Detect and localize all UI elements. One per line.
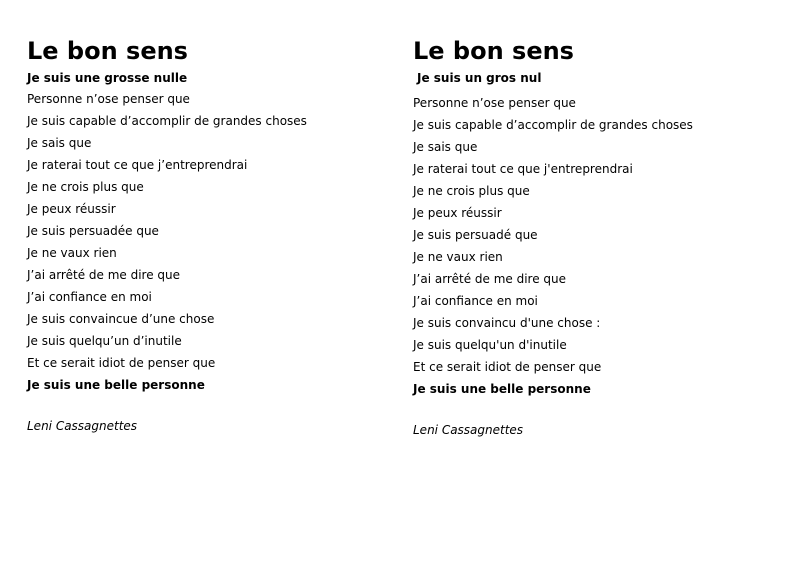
poem-subtitle: Je suis un gros nul [417, 71, 542, 85]
poem-line: Et ce serait idiot de penser que [27, 356, 216, 370]
poem-line: Je peux réussir [413, 206, 502, 220]
poem-line: Je ne crois plus que [27, 180, 144, 194]
poem-line: Je suis quelqu’un d’inutile [27, 334, 182, 348]
poem-line: Je raterai tout ce que j'entreprendrai [413, 162, 633, 176]
poem-line: Je ne crois plus que [413, 184, 530, 198]
poem-line: Je ne vaux rien [27, 246, 117, 260]
poem-line: J’ai confiance en moi [413, 294, 538, 308]
poem-line: Je suis capable d’accomplir de grandes choses [27, 114, 307, 128]
poem-closing-line: Je suis une belle personne [413, 382, 591, 396]
poem-author: Leni Cassagnettes [413, 423, 524, 437]
poem-line: Je suis capable d’accomplir de grandes choses [413, 118, 693, 132]
poem-line: Je sais que [27, 136, 92, 150]
poem-lines [27, 88, 397, 396]
poem-line: J’ai arrêté de me dire que [27, 268, 181, 282]
poem-line: Je suis convaincue d’une chose [27, 312, 215, 326]
poem-line: Je suis convaincu d'une chose : [413, 316, 601, 330]
poem-line: Et ce serait idiot de penser que [413, 360, 602, 374]
poem-line: Je suis quelqu'un d'inutile [413, 338, 567, 352]
poem-left-column [27, 36, 397, 434]
poem-author: Leni Cassagnettes [27, 419, 138, 433]
poem-line: J’ai confiance en moi [27, 290, 152, 304]
poem-line: Personne n’ose penser que [27, 92, 190, 106]
poem-line: Je raterai tout ce que j’entreprendrai [27, 158, 248, 172]
poem-line: Je suis persuadé que [413, 228, 538, 242]
poem-lines [413, 92, 783, 400]
poem-subtitle: Je suis une grosse nulle [27, 71, 188, 85]
poem-title: Le bon sens [413, 37, 574, 65]
poem-line: Je sais que [413, 140, 478, 154]
poem-closing-line: Je suis une belle personne [27, 378, 205, 392]
poem-line: Je suis persuadée que [27, 224, 159, 238]
poem-line: Je ne vaux rien [413, 250, 503, 264]
poem-line: J’ai arrêté de me dire que [413, 272, 567, 286]
poem-line: Personne n’ose penser que [413, 96, 576, 110]
poem-right-column [413, 36, 783, 438]
poem-title: Le bon sens [27, 37, 188, 65]
poem-line: Je peux réussir [27, 202, 116, 216]
